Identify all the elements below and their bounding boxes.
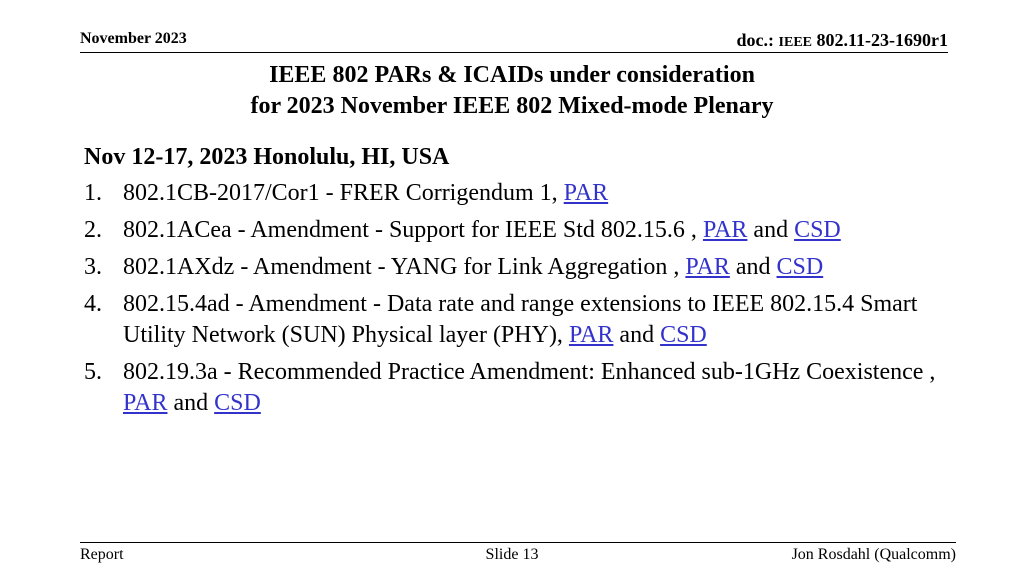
par-link[interactable]: PAR	[685, 254, 730, 280]
footer-left: Report	[80, 546, 124, 563]
footer-divider	[80, 542, 956, 543]
par-link[interactable]: PAR	[568, 322, 614, 348]
title-line-2: for 2023 November IEEE 802 Mixed-mode Plenary	[250, 93, 774, 119]
item-text: 802.1CB-2017/Cor1 - FRER Corrigendum 1,	[123, 180, 564, 206]
footer-author: Jon Rosdahl (Qualcomm)	[791, 546, 956, 563]
par-link[interactable]: PAR	[123, 390, 168, 416]
csd-link[interactable]: CSD	[776, 254, 824, 280]
title-line-1: IEEE 802 PARs & ICAIDs under consideration	[269, 62, 755, 88]
meeting-subheading: Nov 12-17, 2023 Honolulu, HI, USA	[84, 144, 450, 170]
item-conjunction: and	[747, 217, 795, 243]
item-text: 802.1ACea - Amendment - Support for IEEE Std 802.15.6 ,	[123, 217, 703, 243]
csd-link[interactable]: CSD	[794, 217, 841, 243]
item-number: 3.	[84, 254, 102, 280]
item-text: 802.1AXdz - Amendment - YANG for Link Aggregation ,	[123, 254, 686, 280]
header-divider	[80, 52, 948, 53]
item-conjunction: and	[167, 390, 215, 416]
list-item	[84, 289, 944, 351]
item-conjunction: and	[613, 322, 661, 348]
list-item	[84, 178, 944, 209]
item-number: 1.	[84, 180, 102, 206]
par-list	[84, 178, 944, 425]
csd-link[interactable]: CSD	[214, 390, 261, 416]
item-number: 2.	[84, 217, 102, 243]
item-number: 5.	[84, 359, 102, 385]
item-number: 4.	[84, 291, 102, 317]
header-date: November 2023	[80, 30, 187, 47]
csd-link[interactable]: CSD	[660, 322, 707, 348]
header-doc-id	[737, 30, 948, 51]
doc-prefix: doc.:	[736, 30, 775, 50]
list-item	[84, 252, 944, 283]
slide-title	[0, 60, 1024, 122]
item-text: 802.19.3a - Recommended Practice Amendment: Enhanced sub-1GHz Coexistence ,	[123, 359, 936, 385]
item-conjunction: and	[729, 254, 777, 280]
item-text: 802.15.4ad - Amendment - Data rate and range extensions to IEEE 802.15.4 Smart Utility Network (SUN) Physical layer (PHY),	[123, 291, 918, 348]
doc-number: 802.11-23-1690r1	[816, 30, 948, 50]
slide-number: Slide 13	[485, 546, 539, 563]
doc-org: IEEE	[778, 35, 813, 50]
list-item	[84, 357, 944, 419]
list-item	[84, 215, 944, 246]
par-link[interactable]: PAR	[563, 180, 609, 206]
par-link[interactable]: PAR	[702, 217, 748, 243]
